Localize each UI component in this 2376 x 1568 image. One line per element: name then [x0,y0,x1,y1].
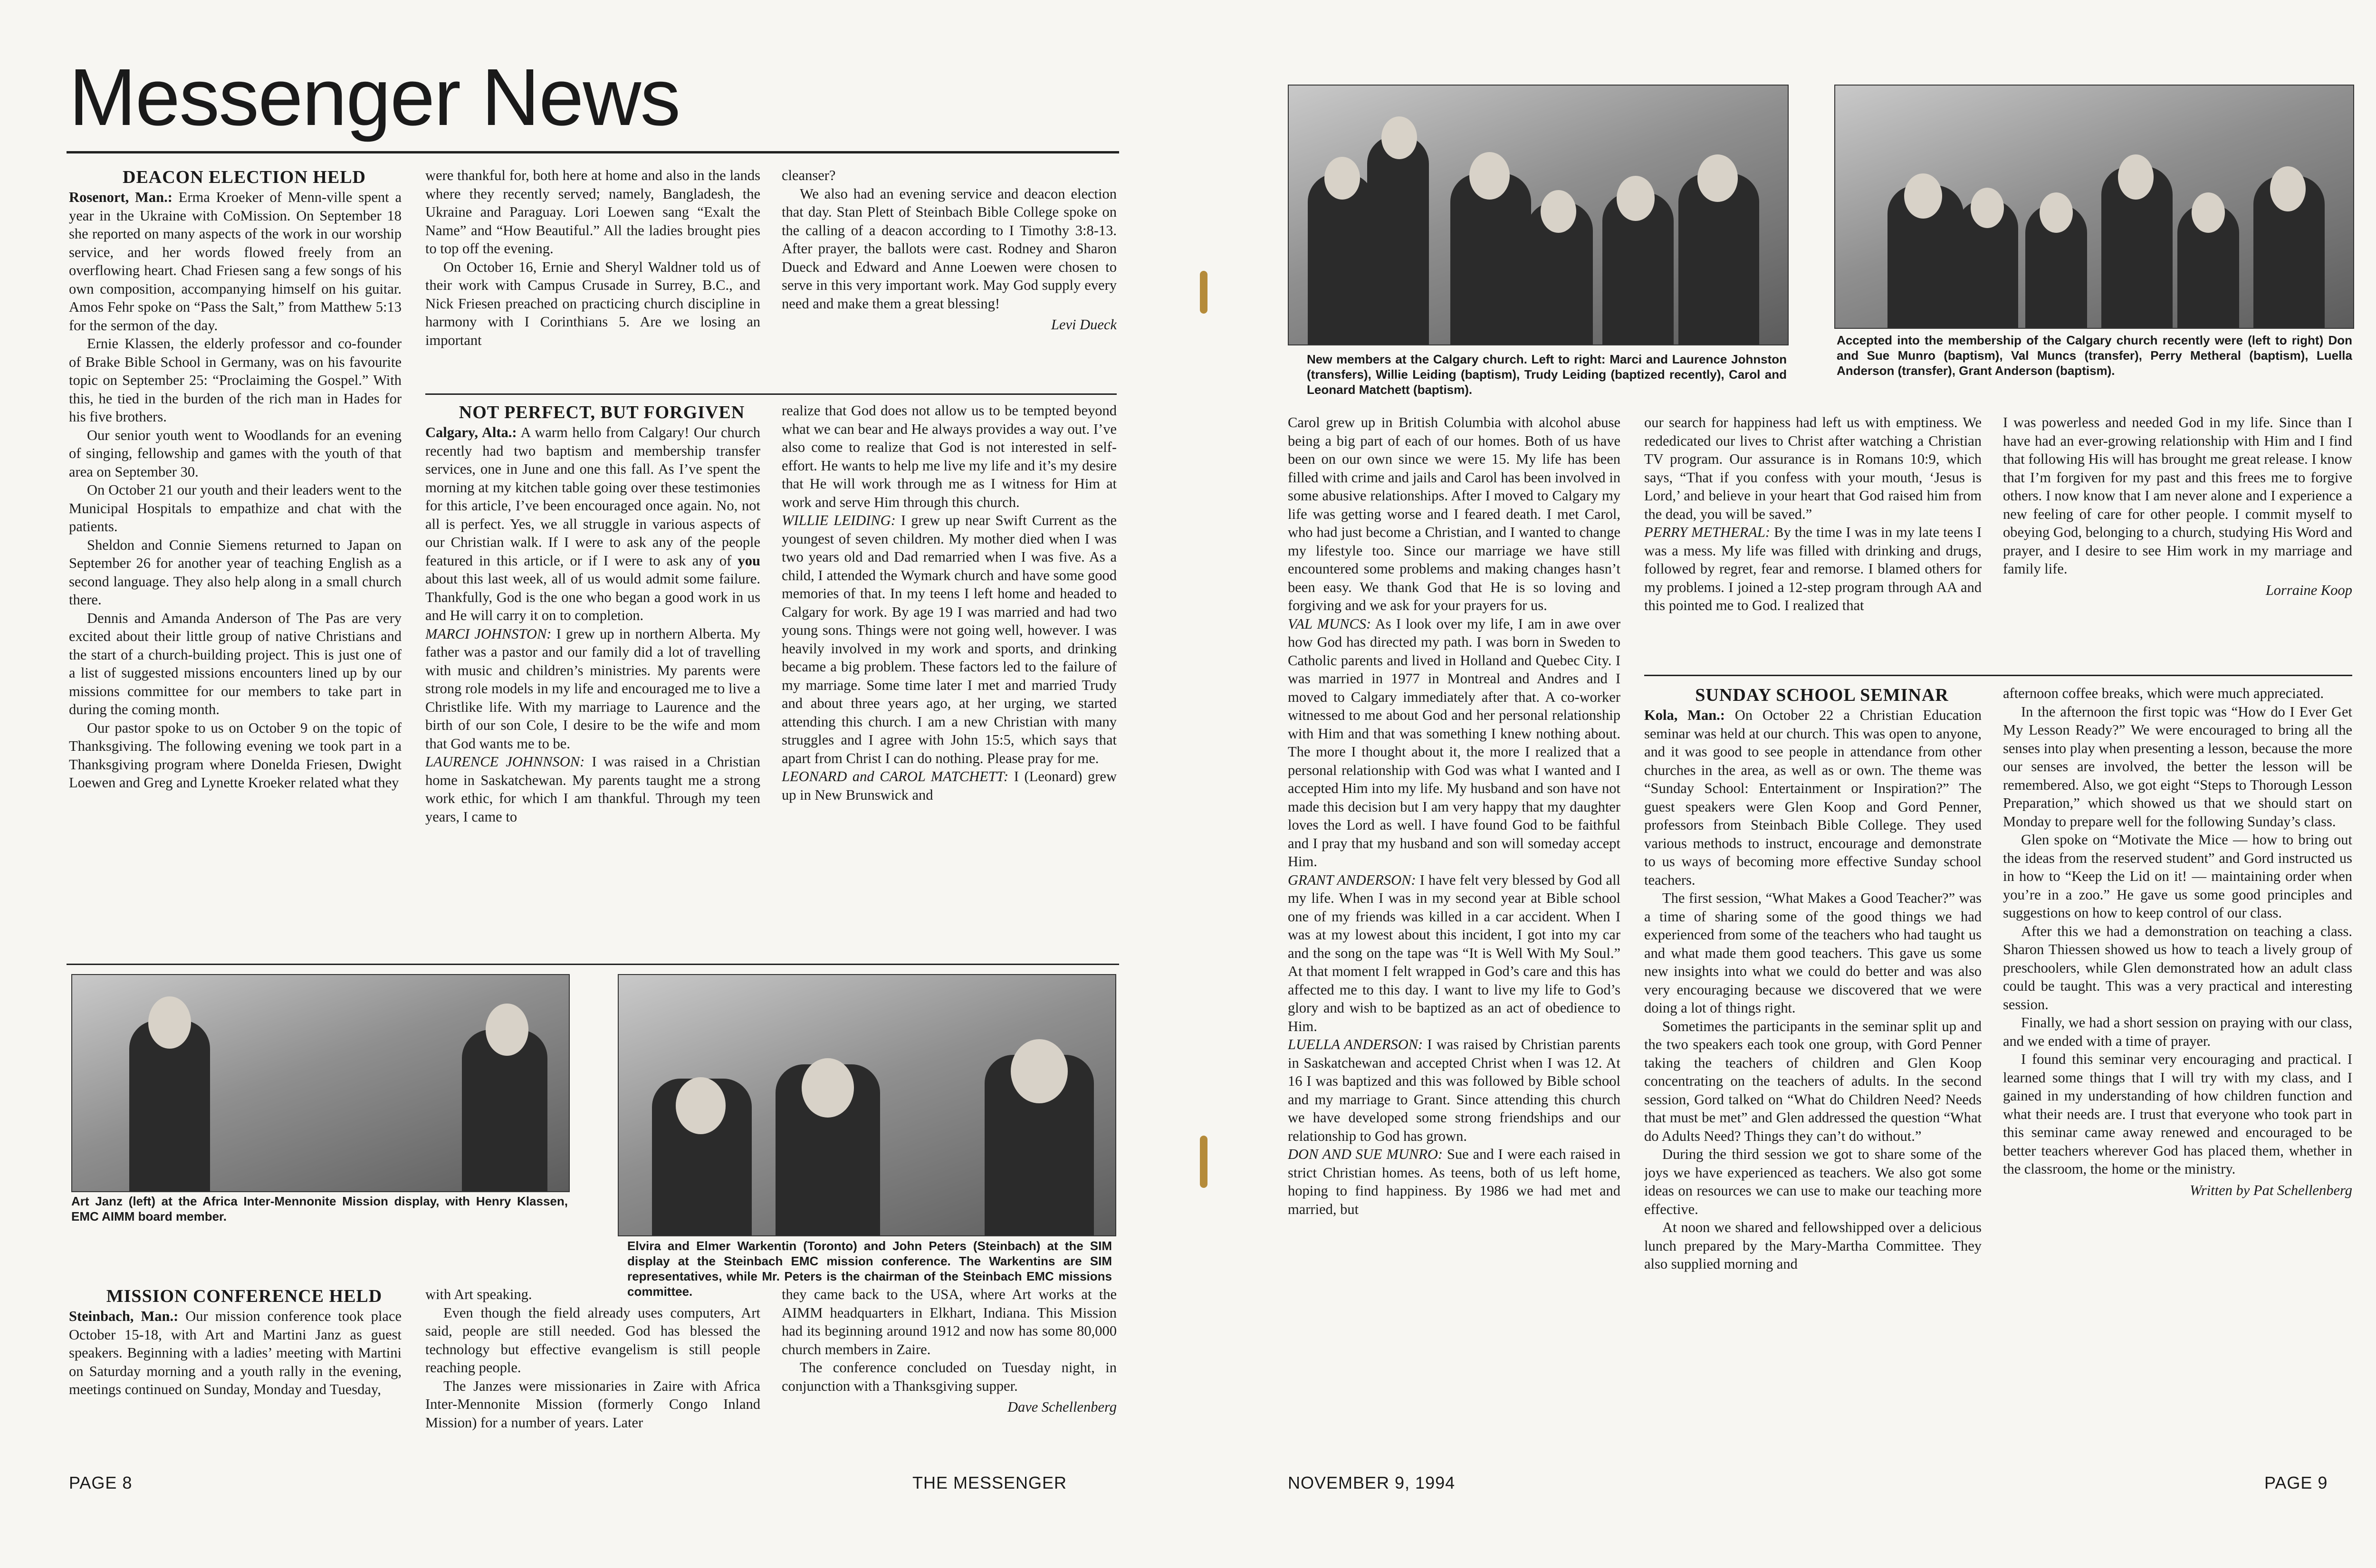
luella-text: I was raised by Christian parents in Saskatchewan and accepted Christ when I was 12. At 16 I was baptized and this was followed by Bible school and my marriage to Grant. Since attending this church we have developed some strong friendships and our relationship to God has grown. [1288,1036,1620,1144]
photo-calgary-accepted [1834,85,2354,329]
photo-art-janz [71,974,570,1192]
seminar-col-2 [2003,684,2352,1471]
leonard-text: I (Leonard) grew up in New Brunswick and [782,768,1117,803]
photos-rule [67,964,1119,965]
marci-testimony [425,625,760,753]
face-perry [2118,154,2154,200]
binding-staple-bottom [1200,1136,1207,1188]
seminar-c2p5: Finally, we had a short session on praying with our class, and we ended with a time of prayer. [2003,1014,2352,1049]
mission-c2p3: The Janzes were missionaries in Zaire with Africa Inter-Mennonite Mission (formerly Congo Inland Mission) for a number of years. Later [425,1377,760,1431]
luella-name: LUELLA ANDERSON: [1288,1036,1423,1052]
forgiven-rule [425,393,1117,395]
grant-text: I have felt very blessed by God all my life. When I was in my second year at Bible school one of my friends was killed in a car accident. When I was at my lowest about this incident, I got into my car and the song on the tape was “It is Well With My Soul.” At that moment I felt wrapped in God’s care and this has affected me to this day. I want to live my life to God’s glory and wish to be baptized as an act of obedience to Him. [1288,871,1620,1034]
deacon-p5: Sheldon and Connie Siemens returned to Japan on September 26 for another year of teaching English as a second language. They also help along in a small church there. [69,536,402,608]
forgiven-col-3 [1288,413,1620,1466]
face-trudy [1541,190,1576,233]
face-laurence [1381,116,1417,159]
val-testimony [1288,615,1620,871]
face-willie [1469,152,1510,200]
seminar-p5: At noon we shared and fellowshipped over a delicious lunch prepared by the Mary-Martha Committee. They also supplied morning and [1644,1219,1982,1272]
perry-name: PERRY METHERAL: [1644,524,1771,540]
seminar-p3: Sometimes the participants in the seminar split up and the two speakers each took one group, with Gord Penner taking the teachers of children and Glen Koop concentrating on the teachers of adults. In the second session, Gord talked on “What do Children Need? Needs that must be met” and Glen addressed the question “What do Adults Need? Things they can’t do without.” [1644,1018,1982,1144]
caption-calgary-new-members: New members at the Calgary church. Left to right: Marci and Laurence Johnston (transfers), Willie Leiding (baptism), Trudy Leiding (baptized recently), Carol and Leonard Matchett (baptism). [1307,352,1787,397]
deacon-headline: DEACON ELECTION HELD [123,167,366,187]
deacon-col-2 [425,166,760,394]
seminar-rule [1644,675,2352,676]
footer-page-right: PAGE 9 [2264,1473,2328,1492]
seminar-c2p4: After this we had a demonstration on teaching a class. Sharon Thiessen showed us how to teach a lively group of preschoolers, while Glen demonstrated how an adult class could be taught. This was a very practical and interesting session. [2003,923,2352,1013]
deacon-c2p1: were thankful for, both here at home and also in the lands where they recently served; namely, Bangladesh, the Ukraine and Paraguay. Lori Loewen sang “Exalt the Name” and “How Beautiful.” All the ladies brought pies to top off the evening. [425,167,760,257]
forgiven-r2a: our search for happiness had left us with emptiness. We rededicated our lives to Christ after watching a Christian TV program. Our assurance is in Romans 10:9, which says, “That if you confess with your mouth, ‘Jesus is Lord,’ and believe in your heart that God raised him from the dead, you will be saved.” [1644,414,1982,522]
deacon-p1 [69,188,402,335]
masthead: Messenger News [69,52,680,143]
deacon-p2: Ernie Klassen, the elderly professor and co-founder of Brake Bible School in Germany, was on his favourite topic on September 25: “Proclaiming the Gospel.” With this, he tied in the burden of the rich man in Hades for his five brothers. [69,335,402,425]
mission-c3p1: they came back to the USA, where Art works at the AIMM headquarters in Elkhart, Indiana. This Mission had its beginning around 1912 and now has some 80,000 church members in Zaire. [782,1286,1117,1358]
forgiven-col-4 [1644,413,1982,670]
face-elvira [676,1077,726,1134]
perry-testimony [1644,523,1982,615]
marci-text: I grew up in northern Alberta. My father was a pastor and our family did a lot of travelling with music and children’s ministries. My parents were strong role models in my life and encouraged me to live a Christlike life. With my marriage to Laurence and the birth of our son Cole, I desire to be the wife and mom that God wants me to be. [425,625,760,752]
seminar-c2p1: afternoon coffee breaks, which were much appreciated. [2003,685,2324,701]
don-name: DON AND SUE MUNRO: [1288,1146,1443,1162]
seminar-p2: The first session, “What Makes a Good Teacher?” was a time of sharing some of the good things we had experienced from some of the teachers who had taught us and what made them good teachers. This gave us some new insights into what we could do better and was also very encouraging because we discovered that we were doing a lot of things right. [1644,890,1982,1016]
deacon-p4: On October 21 our youth and their leaders went to the Municipal Hospitals to empathize and chat with the patients. [69,482,402,535]
laurence-name: LAURENCE JOHNNSON: [425,754,585,770]
laurence-testimony [425,753,760,826]
seminar-c2p2: In the afternoon the first topic was “How do I Ever Get My Lesson Ready?” We were encouraged to bring all the senses into play when presenting a lesson, because the more our senses are involved, the better the lesson will be remembered. Also, we got eight “Steps to Thorough Lesson Preparation,” which showed us that we should start on Monday to prepare well for the following Sunday’s class. [2003,703,2352,830]
laurence-text: I was raised in a Christian home in Saskatchewan. My parents taught me a strong work ethic, for which I am thankful. Through my teen years, I came to [425,754,760,825]
caption-calgary-accepted: Accepted into the membership of the Calgary church recently were (left to right) Don and Sue Munro (baptism), Val Muncs (transfer), Perry Metheral (baptism), Luella Anderson (transfer), Grant Anderson (baptism). [1837,333,2352,378]
willie-testimony [782,511,1117,767]
forgiven-r1a: Carol grew up in British Columbia with alcohol abuse being a big part of each of our homes. Both of us have been on our own since we were 15. My life has been filled with crime and jails and Carol has been involved in some abusive relationships. After I moved to Calgary my life was getting worse and I feared death. I met Carol, who had just become a Christian, and I wanted to change my lifestyle too. Since our marriage we have still encountered some problems and making changes hasn’t been easy. We thank God that He is so loving and forgiving and we ask for your prayers for us. [1288,414,1620,613]
seminar-col-1 [1644,684,1982,1471]
val-name: VAL MUNCS: [1288,615,1371,632]
figure-laurence [1367,135,1429,344]
binding-staple-top [1200,271,1207,314]
don-text: Sue and I were each raised in strict Christian homes. As teens, both of us left home, hoping to find happiness. By 1986 we had met and married, but [1288,1146,1620,1217]
mission-p1 [69,1307,402,1399]
willie-text: I grew up near Swift Current as the youngest of seven children. My mother died when I was two years old and Dad remarried when I was five. As a child, I attended the Wymark church and have some good memories of that. In my teens I left home and headed to Calgary for work. By age 19 I was married and had two young sons. Things were not going well, however. I was heavily involved in my work and sports, and drinking became a big problem. These factors led to the failure of my marriage. Some time later I met and married Trudy and about three years ago, at her urging, we started attending this church. I am a new Christian with many struggles and I agree with John 15:5, which says that apart from Christ I can do nothing. Please pray for me. [782,512,1117,766]
forgiven-col-5 [2003,413,2352,670]
deacon-col-3 [782,166,1117,390]
photo-warkentin [618,974,1116,1236]
forgiven-r3a: I was powerless and needed God in my life. Since than I have had an ever-growing relationship with Him and I find that following His will has brought me great release. I know that I’m forgiven for my past and this frees me to forgive others. I now know that I am never alone and I experience a new feeling of care for other people. I commit myself to obeying God, belonging to a church, studying His Word and prayer, and I desire to see Him work in my marriage and family life. [2003,414,2352,577]
mission-col-2 [425,1285,760,1475]
masthead-rule [67,151,1119,153]
deacon-p6: Dennis and Amanda Anderson of The Pas are very excited about their little group of native Christians and the start of a church-building project. This is just one of a list of suggested missions encounters lined up by our missions committee for our members to take part in during the coming month. [69,610,402,717]
seminar-headline: SUNDAY SCHOOL SEMINAR [1695,685,1949,705]
face-val [2040,192,2073,233]
deacon-c2p2: On October 16, Ernie and Sheryl Waldner told us of their work with Campus Crusade in Surrey, B.C., and Nick Friesen preached on practicing church discipline in harmony with I Corinthians 5. Are we losing an important [425,258,760,348]
deacon-c3p1: cleanser? [782,167,836,183]
mission-c2p1: with Art speaking. [425,1286,532,1302]
luella-testimony [1288,1035,1620,1145]
forgiven-headline: NOT PERFECT, BUT FORGIVEN [459,402,745,422]
mission-headline: MISSION CONFERENCE HELD [106,1286,383,1306]
right-page [1212,0,2376,1568]
don-testimony [1288,1145,1620,1218]
deacon-p1-text: Erma Kroeker of Menn-ville spent a year in the Ukraine with CoMission. On September 18 she reported on many aspects of the work in our worship service, and her words flowed freely from an overflowing heart. Chad Friesen sang a few songs of his own composition, accompanying himself on his guitar. Amos Fehr spoke on “Pass the Salt,” from Matthew 5:13 for the sermon of the day. [69,189,402,334]
deacon-signature: Levi Dueck [1051,316,1117,333]
perry-text: By the time I was in my late teens I was a mess. My life was filled with drinking and drugs, followed by regret, fear and remorse. I blamed others for my problems. I joined a 12-step program through AA and this pointed me to God. I realized that [1644,524,1982,613]
forgiven-p1 [425,423,760,625]
mission-col-1 [69,1285,402,1475]
leonard-testimony [782,767,1117,804]
face-elmer [802,1058,854,1118]
forgiven-c2a: realize that God does not allow us to be tempted beyond what we can bear and He always provides a way out. I’ve also come to realize that God is not interested in self-effort. He wants to help me live my life and it’s my desire that He will work through me as I witness for Him at work and serve Him through this church. [782,402,1117,510]
forgiven-p1-end: about this last week, all of us would admit some failure. Thankfully, God is the one who began a good work in us and He will carry it on to completion. [425,571,760,623]
face-marci [1324,157,1360,200]
seminar-dateline: Kola, Man.: [1644,707,1725,723]
seminar-p1-text: On October 22 a Christian Education seminar was held at our church. This was open to anyone, and it was good to see people in attendance from other churches in the area, as well as or own. The theme was “Sunday School: Entertainment or Inspiration?” The guest speakers were Glen Koop and Gord Penner, professors from Steinbach Bible College. They used various methods to instruct, encourage and demonstrate to us ways of becoming more effective Sunday school teachers. [1644,707,1982,888]
face-sue [1971,188,2004,228]
grant-testimony [1288,871,1620,1036]
mission-dateline: Steinbach, Man.: [69,1308,179,1324]
forgiven-col-2 [782,402,1117,953]
willie-name: WILLIE LEIDING: [782,512,896,528]
seminar-c2p6: I found this seminar very encouraging and practical. I learned some things that I will try with my class, and I gained in my understanding of how children function and what their needs are. I trust that everyone who took part in this seminar came away renewed and encouraged to be better teachers wherever God has placed them, whether in the classroom, the home or the ministry. [2003,1051,2352,1177]
face-luella [2192,192,2225,233]
seminar-c2p3: Glen spoke on “Motivate the Mice — how to bring out the ideas from the reserved student” and Gord instructed us in how to “Keep the Lid on it! — maintaining order when you’re in a zoo.” He gave us some good principles and suggestions on how to keep control of our class. [2003,832,2352,921]
deacon-col-1 [69,166,402,950]
deacon-c3p2: We also had an evening service and deacon election that day. Stan Plett of Steinbach Bible College spoke on the calling of a deacon according to I Timothy 3:8-13. After prayer, the ballots were cast. Rodney and Sharon Dueck and Edward and Anne Loewen were chosen to serve in this very important work. May God supply every need and make them a great blessing! [782,185,1117,312]
footer-publication: THE MESSENGER [912,1473,1067,1492]
forgiven-p1-text: A warm hello from Calgary! Our church recently had two baptism and membership transfer services, one in June and one this fall. As I’ve spent the morning at my kitchen table going over these testimonies for this article, I’ve been encouraged once again. No, not all is perfect. Yes, we all struggle in various aspects of our Christian walk. If I were to ask any of the people featured in this article, or if I were to ask any of [425,424,760,569]
caption-art-janz: Art Janz (left) at the Africa Inter-Mennonite Mission display, with Henry Klassen, EMC AIMM board member. [71,1194,568,1224]
seminar-p4: During the third session we got to share some of the joys we have experienced as teachers. We also got some ideas on resources we can use to make our teaching more effective. [1644,1146,1982,1217]
face-right [486,1004,528,1056]
footer-page-left: PAGE 8 [69,1473,133,1492]
face-left [148,996,191,1049]
mission-signature: Dave Schellenberg [1007,1399,1117,1415]
seminar-p1 [1644,706,1982,889]
face-leonard [1697,154,1738,202]
caption-warkentin: Elvira and Elmer Warkentin (Toronto) and John Peters (Steinbach) at the SIM display at the Steinbach EMC mission conference. The Warkentins are SIM representatives, while Mr. Peters is the chairman of the Steinbach EMC missions committee. [627,1239,1112,1299]
face-grant [2270,166,2306,211]
mission-c3p2: The conference concluded on Tuesday night, in conjunction with a Thanksgiving supper. [782,1359,1117,1394]
forgiven-p1-bold: you [738,552,760,569]
forgiven-col-1 [425,402,760,953]
val-text: As I look over my life, I am in awe over how God has directed my path. I was born in Sweden to Catholic parents and lived in Holland and Quebec City. I was married in 1977 in Montreal and Andres and I moved to Calgary immediately after that. A co-worker witnessed to me about God and her personal relationship with Him and that was something I knew nothing about. The more I thought about it, the more I realized that a personal relationship with God was what I wanted and I accepted Him into my life. My husband and son have not made this decision but I am very happy that my daughter loves the Lord as well. I have found God to be faithful and I pray that my husband and son will someday accept Him. [1288,615,1620,870]
face-don [1904,173,1942,219]
deacon-dateline: Rosenort, Man.: [69,189,172,205]
face-john [1011,1039,1068,1103]
marci-name: MARCI JOHNSTON: [425,625,552,642]
deacon-p3: Our senior youth went to Woodlands for an evening of singing, fellowship and games with the youth of that area on September 30. [69,427,402,480]
mission-c2p2: Even though the field already uses computers, Art said, people are still needed. God has blessed the technology but effective evangelism is still people reaching people. [425,1304,760,1376]
face-carol [1617,176,1655,221]
leonard-name: LEONARD and CAROL MATCHETT: [782,768,1009,784]
grant-name: GRANT ANDERSON: [1288,871,1416,888]
mission-p1-text: Our mission conference took place October 15-18, with Art and Martini Janz as guest speakers. Beginning with a ladies’ meeting with Martini on Saturday morning and a youth rally in the evening, meetings continued on Sunday, Monday and Tuesday, [69,1308,402,1397]
photo-calgary-new-members [1288,85,1789,345]
deacon-p7: Our pastor spoke to us on October 9 on the topic of Thanksgiving. The following evening we took part in a Thanksgiving program where Donelda Friesen, Dwight Loewen and Greg and Lynette Kroeker related what they [69,719,402,791]
forgiven-signature: Lorraine Koop [2265,582,2352,598]
forgiven-dateline: Calgary, Alta.: [425,424,517,440]
footer-date: NOVEMBER 9, 1994 [1288,1473,1456,1492]
seminar-signature: Written by Pat Schellenberg [2190,1182,2352,1198]
mission-col-3 [782,1285,1117,1475]
